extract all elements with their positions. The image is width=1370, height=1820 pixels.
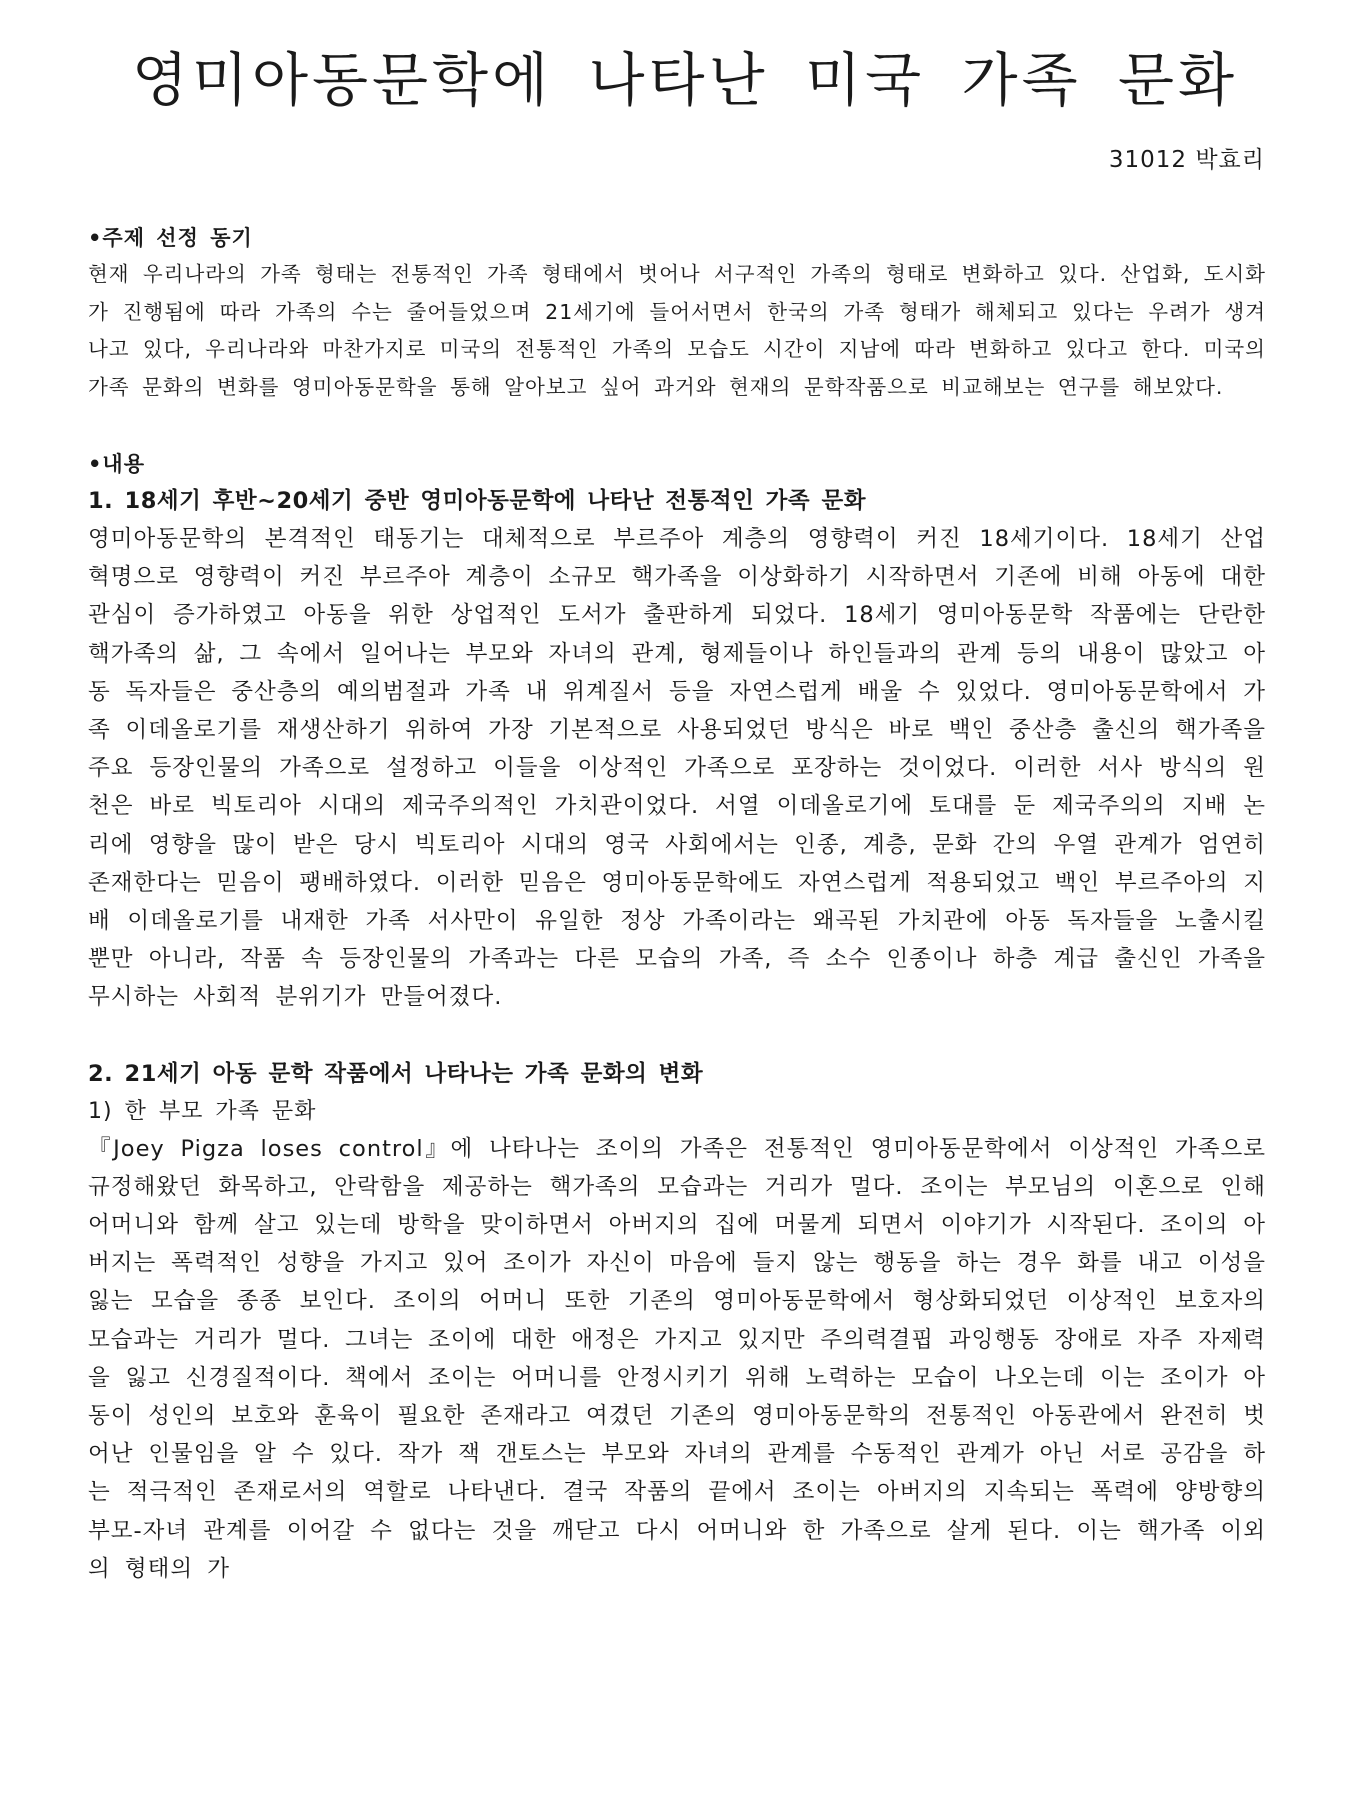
document-title: 영미아동문학에 나타난 미국 가족 문화 xyxy=(131,46,1239,114)
part2-heading: 2. 21세기 아동 문학 작품에서 나타나는 가족 문화의 변화 xyxy=(88,1060,704,1087)
spacer xyxy=(88,1017,1266,1055)
part2-sub1-paragraph: 『Joey Pigza loses control』에 나타나는 조이의 가족은 전통적인 영미아동문학에서 이상적인 가족으로 규정해왔던 화목하고, 안락함을 제공하는 핵가족의 모습과는 거리가 멀다. 조이는 부모님의 이혼으로 인해 어머니와 함께 살고 있는데 방학을 맞이하면서 아버지의 집에 머물게 되면서 이야기가 시작된다. 조이의 아버지는 폭력적인 성향을 가지고 있어 조이가 자신이 마음에 들지 않는 행동을 하는 경우 화를 내고 이성을 잃는 모습을 종종 보인다. 조이의 어머니 또한 기존의 영미아동문학에서 형상화되었던 이상적인 보호자의 모습과는 거리가 멀다. 그녀는 조이에 대한 애정은 가지고 있지만 주의력결핍 과잉행동 장애로 자주 자제력을 잃고 신경질적이다. 책에서 조이는 어머니를 안정시키기 위해 노력하는 모습이 나오는데 이는 조이가 아동이 성인의 보호와 훈육이 필요한 존재라고 여겼던 기존의 영미아동문학의 전통적인 아동관에서 완전히 벗어난 인물임을 알 수 있다. 작가 잭 갠토스는 부모와 자녀의 관계를 수동적인 관계가 아닌 서로 공감을 하는 적극적인 존재로서의 역할로 나타낸다. 결국 작품의 끝에서 조이는 아버지의 지속되는 폭력에 양방향의 부모-자녀 관계를 이어갈 수 없다는 것을 깨닫고 다시 어머니와 한 가족으로 살게 된다. 이는 핵가족 이외의 형태의 가 xyxy=(88,1135,1266,1582)
part2-sub1-heading: 1) 한 부모 가족 문화 xyxy=(88,1098,317,1124)
content-heading: •내용 xyxy=(88,452,145,476)
motivation-paragraph: 현재 우리나라의 가족 형태는 전통적인 가족 형태에서 벗어나 서구적인 가족의 형태로 변화하고 있다. 산업화, 도시화가 진행됨에 따라 가족의 수는 줄어들었으며 21세기에 들어서면서 한국의 가족 형태가 해체되고 있다는 우려가 생겨나고 있다, 우리나라와 마찬가지로 미국의 전통적인 가족의 모습도 시간이 지남에 따라 변화하고 있다고 한다. 미국의 가족 문화의 변화를 영미아동문학을 통해 알아보고 싶어 과거와 현재의 문학작품으로 비교해보는 연구를 해보았다. xyxy=(88,262,1266,399)
spacer xyxy=(88,406,1266,446)
author-line: 31012 박효리 xyxy=(1108,147,1265,173)
part1-paragraph: 영미아동문학의 본격적인 태동기는 대체적으로 부르주아 계층의 영향력이 커진 18세기이다. 18세기 산업 혁명으로 영향력이 커진 부르주아 계층이 소규모 핵가족을 이상화하기 시작하면서 기존에 비해 아동에 대한 관심이 증가하였고 아동을 위한 상업적인 도서가 출판하게 되었다. 18세기 영미아동문학 작품에는 단란한 핵가족의 삶, 그 속에서 일어나는 부모와 자녀의 관계, 형제들이나 하인들과의 관계 등의 내용이 많았고 아동 독자들은 중산층의 예의범절과 가족 내 위계질서 등을 자연스럽게 배울 수 있었다. 영미아동문학에서 가족 이데올로기를 재생산하기 위하여 가장 기본적으로 사용되었던 방식은 바로 백인 중산층 출신의 핵가족을 주요 등장인물의 가족으로 설정하고 이들을 이상적인 가족으로 포장하는 것이었다. 이러한 서사 방식의 원천은 바로 빅토리아 시대의 제국주의적인 가치관이었다. 서열 이데올로기에 토대를 둔 제국주의의 지배 논리에 영향을 많이 받은 당시 빅토리아 시대의 영국 사회에서는 인종, 계층, 문화 간의 우열 관계가 엄연히 존재한다는 믿음이 팽배하였다. 이러한 믿음은 영미아동문학에도 자연스럽게 적용되었고 백인 부르주아의 지배 이데올로기를 내재한 가족 서사만이 유일한 정상 가족이라는 왜곡된 가치관에 아동 독자들을 노출시킬 뿐만 아니라, 작품 속 등장인물의 가족과는 다른 모습의 가족, 즉 소수 인종이나 하층 계급 출신인 가족을 무시하는 사회적 분위기가 만들어졌다. xyxy=(88,526,1266,1011)
motivation-heading: •주제 선정 동기 xyxy=(88,226,253,250)
part1-heading: 1. 18세기 후반~20세기 중반 영미아동문학에 나타난 전통적인 가족 문화 xyxy=(88,488,866,514)
document-body xyxy=(88,220,1266,1588)
